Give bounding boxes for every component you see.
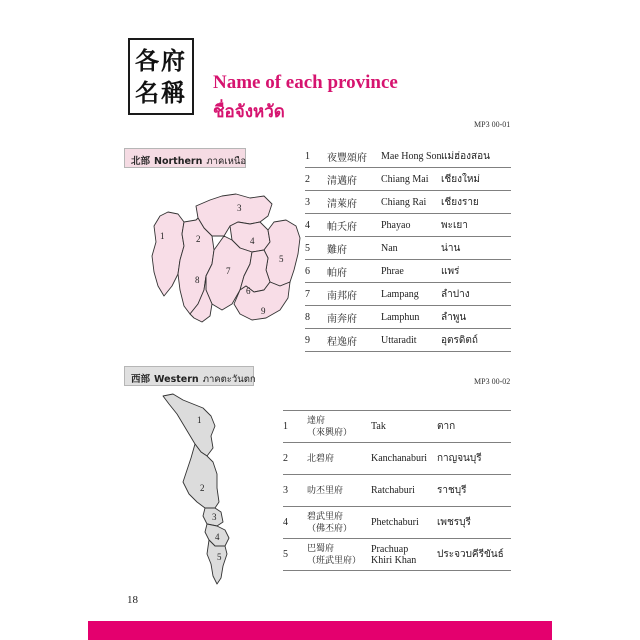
province-zh-alt: （佛丕府） xyxy=(307,523,353,534)
west-mp3-track[interactable]: MP3 00-02 xyxy=(474,377,511,386)
province-th: อุตรดิตถ์ xyxy=(441,329,511,352)
province-en-line2: Khiri Khan xyxy=(371,554,417,566)
title-thai: ชื่อจังหวัด xyxy=(213,102,285,122)
table-row xyxy=(305,306,511,329)
province-zh-cell xyxy=(307,539,371,571)
province-zh: 程逸府 xyxy=(327,329,381,352)
province-en: Lamphun xyxy=(381,306,441,329)
province-th: เชียงราย xyxy=(441,191,511,214)
province-en-cell xyxy=(371,507,437,539)
province-zh-cell xyxy=(307,411,371,443)
row-number: 3 xyxy=(283,475,307,507)
north-mp3-track[interactable]: MP3 00-01 xyxy=(474,120,511,129)
province-zh: 叻丕里府 xyxy=(307,485,344,496)
map-province-5 xyxy=(207,540,227,584)
map-province-1 xyxy=(163,394,215,456)
region-north-zh: 北部 xyxy=(131,156,151,167)
province-th: แม่ฮ่องสอน xyxy=(441,145,511,168)
table-row xyxy=(283,411,511,443)
province-th: พะเยา xyxy=(441,214,511,237)
row-number: 2 xyxy=(283,443,307,475)
province-en-cell xyxy=(371,411,437,443)
row-number: 4 xyxy=(305,214,327,237)
province-zh-alt: （來興府） xyxy=(307,427,353,438)
row-number: 4 xyxy=(283,507,307,539)
province-th: ประจวบคีรีขันธ์ xyxy=(437,539,511,571)
province-zh: 南奔府 xyxy=(327,306,381,329)
table-row xyxy=(283,443,511,475)
row-number: 2 xyxy=(305,168,327,191)
province-en: Tak xyxy=(371,421,386,432)
row-number: 7 xyxy=(305,283,327,306)
province-zh: 北碧府 xyxy=(307,453,335,464)
row-number: 3 xyxy=(305,191,327,214)
region-west-th: ภาคตะวันตก xyxy=(202,374,256,385)
province-th: เพชรบุรี xyxy=(437,507,511,539)
west-region-map xyxy=(155,390,245,590)
province-zh: 夜豐頌府 xyxy=(327,145,381,168)
table-row xyxy=(305,260,511,283)
map-label-9: 9 xyxy=(261,306,266,316)
province-en-cell xyxy=(371,539,437,571)
province-en: Nan xyxy=(381,237,441,260)
map-label-5: 5 xyxy=(279,254,284,264)
title-zh-line1: 各府 xyxy=(135,45,187,75)
region-label-west xyxy=(124,366,254,386)
province-zh: 達府 xyxy=(307,415,326,426)
province-en-cell xyxy=(371,475,437,507)
title-zh-line2: 名稱 xyxy=(135,77,187,107)
province-th: กาญจนบุรี xyxy=(437,443,511,475)
province-th: เชียงใหม่ xyxy=(441,168,511,191)
province-zh-cell xyxy=(307,507,371,539)
west-province-table xyxy=(283,410,511,571)
footer-accent-bar xyxy=(88,621,552,640)
table-row xyxy=(283,507,511,539)
province-zh-cell xyxy=(307,475,371,507)
province-th: ตาก xyxy=(437,411,511,443)
north-region-map xyxy=(140,186,310,336)
table-row xyxy=(305,283,511,306)
province-th: ลำพูน xyxy=(441,306,511,329)
page-number: 18 xyxy=(127,594,138,606)
row-number: 6 xyxy=(305,260,327,283)
map-label-3: 3 xyxy=(212,512,217,522)
map-label-4: 4 xyxy=(250,236,255,246)
province-en: Phrae xyxy=(381,260,441,283)
province-en: Phayao xyxy=(381,214,441,237)
province-zh: 清萊府 xyxy=(327,191,381,214)
map-label-6: 6 xyxy=(246,286,251,296)
region-north-en: Northern xyxy=(154,156,203,167)
map-province-2 xyxy=(183,444,219,508)
region-north-th: ภาคเหนือ xyxy=(206,156,247,167)
province-en: Chiang Mai xyxy=(381,168,441,191)
map-label-1: 1 xyxy=(160,231,165,241)
province-th: ราชบุรี xyxy=(437,475,511,507)
province-zh: 難府 xyxy=(327,237,381,260)
map-label-2: 2 xyxy=(196,234,201,244)
table-row xyxy=(305,329,511,352)
north-province-table xyxy=(305,145,511,352)
province-en: Chiang Rai xyxy=(381,191,441,214)
map-label-7: 7 xyxy=(226,266,231,276)
province-zh: 南邦府 xyxy=(327,283,381,306)
region-label-north xyxy=(124,148,246,168)
province-en-cell xyxy=(371,443,437,475)
province-zh: 碧武里府 xyxy=(307,511,344,522)
table-row xyxy=(305,214,511,237)
map-label-2: 2 xyxy=(200,483,205,493)
region-west-en: Western xyxy=(154,374,199,385)
province-zh: 巴蜀府 xyxy=(307,543,335,554)
province-zh-alt: （班武里府） xyxy=(307,555,362,566)
table-row xyxy=(305,145,511,168)
row-number: 5 xyxy=(283,539,307,571)
table-row xyxy=(283,475,511,507)
map-label-3: 3 xyxy=(237,203,242,213)
row-number: 5 xyxy=(305,237,327,260)
table-row xyxy=(283,539,511,571)
province-en: Lampang xyxy=(381,283,441,306)
map-label-5: 5 xyxy=(217,552,222,562)
region-west-zh: 西部 xyxy=(131,374,151,385)
province-en: Mae Hong Son xyxy=(381,145,441,168)
province-en: Uttaradit xyxy=(381,329,441,352)
map-label-8: 8 xyxy=(195,275,200,285)
table-row xyxy=(305,168,511,191)
province-en: Kanchanaburi xyxy=(371,453,428,464)
title-english: Name of each province xyxy=(213,72,398,93)
row-number: 9 xyxy=(305,329,327,352)
province-th: แพร่ xyxy=(441,260,511,283)
province-zh: 帕府 xyxy=(327,260,381,283)
table-row xyxy=(305,237,511,260)
province-en: Phetchaburi xyxy=(371,517,419,528)
province-th: ลำปาง xyxy=(441,283,511,306)
title-box xyxy=(128,38,194,115)
map-label-1: 1 xyxy=(197,415,202,425)
row-number: 1 xyxy=(305,145,327,168)
row-number: 1 xyxy=(283,411,307,443)
province-zh: 帕夭府 xyxy=(327,214,381,237)
province-zh: 清邁府 xyxy=(327,168,381,191)
row-number: 8 xyxy=(305,306,327,329)
province-en: Prachuap xyxy=(371,543,409,555)
province-th: น่าน xyxy=(441,237,511,260)
table-row xyxy=(305,191,511,214)
province-en: Ratchaburi xyxy=(371,485,415,496)
province-zh-cell xyxy=(307,443,371,475)
map-province-5 xyxy=(264,220,300,286)
map-label-4: 4 xyxy=(215,532,220,542)
